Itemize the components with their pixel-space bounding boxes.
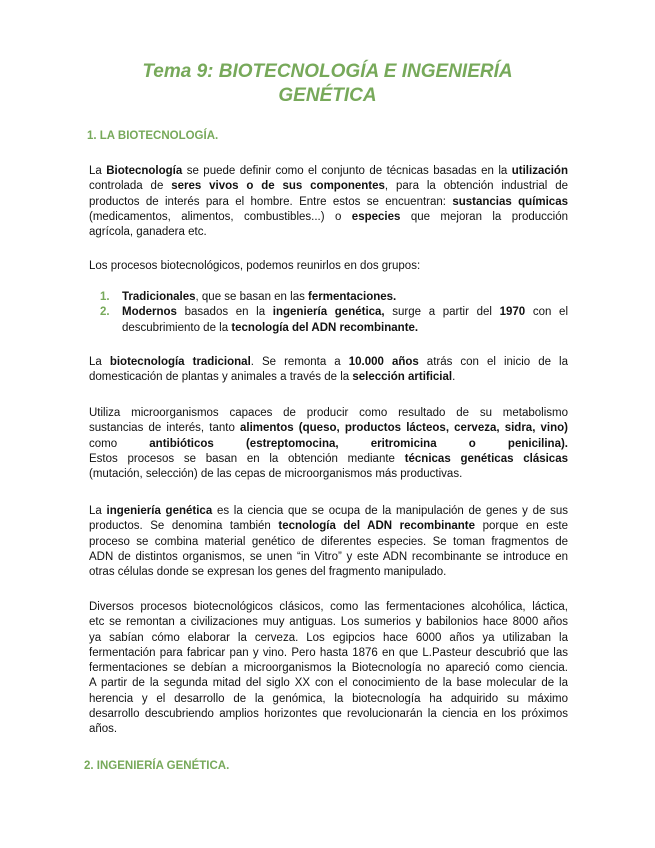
text-line: herencia y el desarrollo de la genómica, la biotecnología ha adquirido su máximo <box>89 692 568 705</box>
bold-term: fermentaciones. <box>308 291 397 303</box>
list-item-tradicionales <box>100 290 568 305</box>
text-line: (mutación, selección) de las cepas de microorganismos más productivas. <box>89 468 463 481</box>
text-line: años. <box>89 723 118 736</box>
text-line: ya sabían cómo elaborar la cerveza. Los egipcios hace 6000 años ya utilizaban la <box>89 631 568 644</box>
paragraph-groups-intro <box>89 259 568 274</box>
section-heading-biotecnologia: 1. LA BIOTECNOLOGÍA. <box>87 130 219 142</box>
bold-term: Biotecnología <box>106 165 183 177</box>
text-line: productos de interés para el hombre. Entre estos se encuentran: sustancias químicas <box>89 195 568 208</box>
bold-term: tecnología del ADN recombinante. <box>231 321 419 334</box>
title-line-1: Tema 9: BIOTECNOLOGÍA E INGENIERÍA <box>142 61 513 82</box>
groups-list <box>100 290 568 336</box>
paragraph-microorganismos <box>89 406 568 482</box>
bold-term: utilización <box>511 165 568 177</box>
paragraph-definition <box>89 164 568 240</box>
text-line: La ingeniería genética es la ciencia que se ocupa de la manipulación de genes y de sus <box>89 505 568 517</box>
text-line: Tradicionales, que se basan en las fermentaciones. <box>122 291 397 303</box>
bold-term: 1970 <box>499 306 526 319</box>
bold-term: tecnología del ADN recombinante <box>278 520 476 533</box>
bold-term: antibióticos (estreptomocina, eritromicina o penicilina). <box>149 437 568 450</box>
text-line: descubrimiento de la tecnología del ADN recombinante. <box>122 321 419 334</box>
bold-term: biotecnología tradicional <box>109 356 251 368</box>
text-line: fermentación para fabricar pan y vino. Pero hasta 1876 en que L.Pasteur descubrió que las <box>89 646 568 659</box>
text-line: Diversos procesos biotecnológicos clásicos, como las fermentaciones alcohólica, láctica, <box>89 601 568 613</box>
text-line: etc se remontan a civilizaciones muy antiguas. Los sumerios y babilonios hace 8000 años <box>89 616 568 629</box>
text-line: La biotecnología tradicional. Se remonta a 10.000 años atrás con el inicio de la <box>89 356 568 368</box>
bold-term: alimentos (queso, productos lácteos, cerveza, sidra, vino) <box>239 422 568 435</box>
title-line-2: GENÉTICA <box>278 85 377 106</box>
text-line: A partir de la segunda mitad del siglo XX con el conocimiento de la base molecular de la <box>89 677 568 690</box>
paragraph-biotecnologia-tradicional <box>89 355 568 386</box>
text-line: domesticación de plantas y animales a través de la selección artificial. <box>89 371 456 384</box>
section-heading-ingenieria-genetica: 2. INGENIERÍA GENÉTICA. <box>84 760 230 772</box>
bold-term: 10.000 años <box>348 356 419 368</box>
text-line: (medicamentos, alimentos, combustibles...) o especies que mejoran la producción <box>89 210 568 223</box>
list-number: 2. <box>100 306 110 319</box>
text-line: Modernos basados en la ingeniería genética, surge a partir del 1970 con el <box>122 306 568 319</box>
text-line: proceso se combina material genético de diferentes especies. Se toman fragmentos de <box>89 535 568 548</box>
list-number: 1. <box>100 291 110 303</box>
text-line: La Biotecnología se puede definir como el conjunto de técnicas basadas en la utilización <box>89 165 568 177</box>
text-line: productos. Se denomina también tecnología del ADN recombinante porque en este <box>89 520 568 533</box>
text-line: desarrollo descubriendo amplios horizontes que revolucionarán la ciencia en los próximos <box>89 708 568 721</box>
text-line: otras células donde se expresan los genes del fragmento manipulado. <box>89 566 447 579</box>
text-line: fermentaciones se debían a microorganismos la Biotecnología no apareció como ciencia. <box>89 662 568 675</box>
paragraph-ingenieria-genetica <box>89 504 568 580</box>
bold-term: Tradicionales <box>122 291 196 303</box>
text-line: sustancias de interés, tanto alimentos (queso, productos lácteos, cerveza, sidra, vino) <box>89 422 568 435</box>
bold-term: técnicas genéticas clásicas <box>404 452 568 465</box>
text-line: Utiliza microorganismos capaces de producir como resultado de su metabolismo <box>89 407 568 419</box>
text-line: como antibióticos (estreptomocina, eritromicina o penicilina). <box>89 437 568 450</box>
list-item-modernos <box>100 305 568 336</box>
text-line: ADN de distintos organismos, se unen “in Vitro” y este ADN recombinante se introduce en <box>89 550 568 563</box>
bold-term: seres vivos o de sus componentes <box>171 180 385 193</box>
bold-term: ingeniería genética <box>106 505 213 517</box>
text-line: controlada de seres vivos o de sus componentes, para la obtención industrial de <box>89 180 568 193</box>
bold-term: ingeniería genética, <box>272 306 385 319</box>
bold-term: especies <box>351 210 401 223</box>
text-line: Estos procesos se basan en la obtención mediante técnicas genéticas clásicas <box>89 452 568 465</box>
document-title <box>60 60 595 108</box>
bold-term: Modernos <box>122 306 177 319</box>
text-line: Los procesos biotecnológicos, podemos reunirlos en dos grupos: <box>89 260 421 272</box>
paragraph-historia <box>89 600 568 738</box>
bold-term: selección artificial <box>352 371 453 384</box>
text-line: agrícola, ganadera etc. <box>89 226 207 239</box>
bold-term: sustancias químicas <box>452 195 568 208</box>
